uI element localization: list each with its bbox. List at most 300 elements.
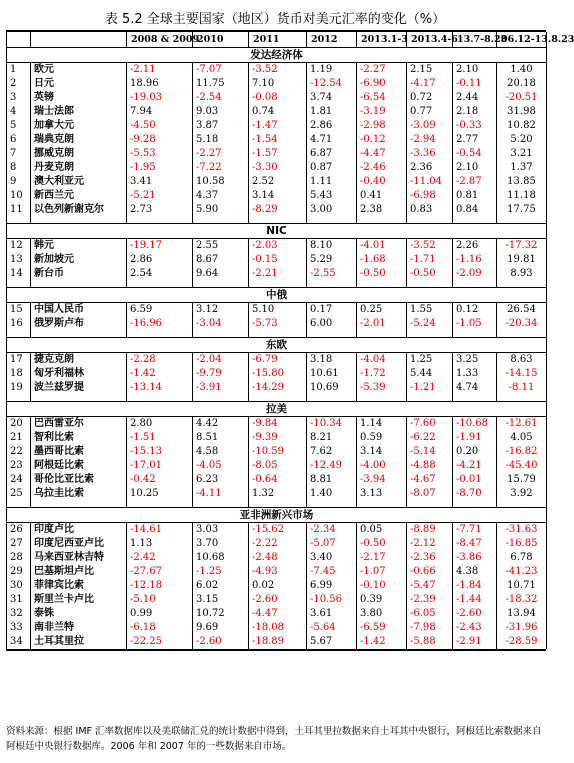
value-cell: -4.93 — [249, 565, 307, 579]
value-cell: 26.54 — [497, 303, 547, 318]
value-cell: -17.01 — [127, 459, 193, 473]
group-header-row — [7, 48, 547, 63]
value-cell: 1.11 — [307, 175, 357, 189]
value-cell: -2.54 — [193, 91, 249, 105]
value-cell: -1.05 — [453, 317, 497, 331]
row-index: 27 — [7, 537, 31, 551]
value-cell: 13.94 — [497, 607, 547, 621]
value-cell: 13.85 — [497, 175, 547, 189]
value-cell: -1.71 — [407, 253, 453, 267]
value-cell: -2.94 — [407, 133, 453, 147]
row-index: 29 — [7, 565, 31, 579]
currency-name: 中国人民币 — [31, 303, 127, 318]
value-cell: -3.30 — [249, 161, 307, 175]
value-cell: -18.08 — [249, 621, 307, 635]
value-cell: 9.64 — [193, 267, 249, 281]
value-cell: 3.00 — [307, 203, 357, 217]
row-index: 3 — [7, 91, 31, 105]
table-row — [7, 105, 547, 119]
table-title: 表 5.2 全球主要国家（地区）货币对美元汇率的变化（%） — [104, 12, 446, 27]
value-cell: -0.54 — [453, 147, 497, 161]
value-cell: 3.41 — [127, 175, 193, 189]
currency-name: 丹麦克朗 — [31, 161, 127, 175]
table-row — [7, 91, 547, 105]
value-cell: -2.28 — [127, 353, 193, 368]
value-cell: 3.13 — [357, 487, 407, 501]
currency-name: 匈牙利福林 — [31, 367, 127, 381]
value-cell: 4.58 — [193, 445, 249, 459]
value-cell: -15.62 — [249, 523, 307, 538]
value-cell: -6.05 — [407, 607, 453, 621]
value-cell: -3.52 — [249, 63, 307, 78]
row-index: 19 — [7, 381, 31, 395]
table-row — [7, 381, 547, 395]
value-cell: -15.13 — [127, 445, 193, 459]
header-row — [7, 32, 547, 48]
value-cell: 10.72 — [193, 607, 249, 621]
value-cell: 3.25 — [453, 353, 497, 368]
value-cell: -8.70 — [453, 487, 497, 501]
value-cell: 8.10 — [307, 239, 357, 254]
value-cell: 3.61 — [307, 607, 357, 621]
value-cell: -2.04 — [193, 353, 249, 368]
value-cell: -1.51 — [127, 431, 193, 445]
value-cell: 8.21 — [307, 431, 357, 445]
value-cell: 2.77 — [453, 133, 497, 147]
value-cell: -16.82 — [497, 445, 547, 459]
currency-name: 瑞士法郎 — [31, 105, 127, 119]
value-cell: -7.98 — [407, 621, 453, 635]
table-row — [7, 119, 547, 133]
value-cell: 0.72 — [407, 91, 453, 105]
currency-name: 南非兰特 — [31, 621, 127, 635]
value-cell: -9.39 — [249, 431, 307, 445]
group-header-row — [7, 288, 547, 303]
value-cell: -0.08 — [249, 91, 307, 105]
value-cell: 0.59 — [357, 431, 407, 445]
value-cell: 3.70 — [193, 537, 249, 551]
value-cell: -10.68 — [453, 417, 497, 432]
value-cell: -7.45 — [307, 565, 357, 579]
value-cell: -20.51 — [497, 91, 547, 105]
value-cell: -9.84 — [249, 417, 307, 432]
table-row — [7, 445, 547, 459]
row-index: 10 — [7, 189, 31, 203]
value-cell: -2.11 — [127, 63, 193, 78]
value-cell: -10.34 — [307, 417, 357, 432]
row-index: 16 — [7, 317, 31, 331]
value-cell: -0.12 — [357, 133, 407, 147]
value-cell: 4.37 — [193, 189, 249, 203]
value-cell: 1.40 — [307, 487, 357, 501]
table-row — [7, 161, 547, 175]
value-cell: 2.73 — [127, 203, 193, 217]
currency-name: 巴西雷亚尔 — [31, 417, 127, 432]
currency-name: 阿根廷比索 — [31, 459, 127, 473]
value-cell: 2.10 — [453, 63, 497, 78]
currency-name: 新加坡元 — [31, 253, 127, 267]
value-cell: 0.17 — [307, 303, 357, 318]
value-cell: 3.14 — [249, 189, 307, 203]
value-cell: 3.80 — [357, 607, 407, 621]
currency-name: 瑞典克朗 — [31, 133, 127, 147]
header-cell: 06.12-13.8.23 — [497, 32, 547, 48]
value-cell: -2.03 — [249, 239, 307, 254]
row-index: 15 — [7, 303, 31, 318]
value-cell: 3.87 — [193, 119, 249, 133]
value-cell: -16.96 — [127, 317, 193, 331]
value-cell: -2.60 — [249, 593, 307, 607]
currency-name: 澳大利亚元 — [31, 175, 127, 189]
exchange-rate-table — [6, 32, 574, 649]
row-index: 1 — [7, 63, 31, 78]
value-cell: -17.32 — [497, 239, 547, 254]
value-cell: 8.81 — [307, 473, 357, 487]
value-cell: -8.05 — [249, 459, 307, 473]
value-cell: -4.04 — [357, 353, 407, 368]
value-cell: -1.44 — [453, 593, 497, 607]
value-cell: 0.02 — [249, 579, 307, 593]
table-row — [7, 523, 547, 538]
value-cell: 0.81 — [453, 189, 497, 203]
row-index: 31 — [7, 593, 31, 607]
value-cell: -7.07 — [193, 63, 249, 78]
value-cell: -45.40 — [497, 459, 547, 473]
value-cell: 4.38 — [453, 565, 497, 579]
value-cell: -0.50 — [357, 537, 407, 551]
value-cell: 31.98 — [497, 105, 547, 119]
value-cell: -27.67 — [127, 565, 193, 579]
value-cell: -7.22 — [193, 161, 249, 175]
value-cell: 2.15 — [407, 63, 453, 78]
value-cell: -2.12 — [407, 537, 453, 551]
currency-name: 哥伦比亚比索 — [31, 473, 127, 487]
group-header-row — [7, 224, 547, 239]
table-row — [7, 537, 547, 551]
value-cell: -6.90 — [357, 77, 407, 91]
value-cell: -2.09 — [453, 267, 497, 281]
value-cell: 7.10 — [249, 77, 307, 91]
value-cell: -20.34 — [497, 317, 547, 331]
table-row — [7, 367, 547, 381]
group-title: 发达经济体 — [7, 48, 547, 63]
table-row — [7, 579, 547, 593]
value-cell: 0.87 — [307, 161, 357, 175]
currency-name: 印度卢比 — [31, 523, 127, 538]
row-index: 30 — [7, 579, 31, 593]
table-row — [7, 239, 547, 254]
currency-name: 乌拉圭比索 — [31, 487, 127, 501]
value-cell: 17.75 — [497, 203, 547, 217]
value-cell: -1.91 — [453, 431, 497, 445]
table-row — [7, 551, 547, 565]
value-cell: 1.33 — [453, 367, 497, 381]
row-index: 32 — [7, 607, 31, 621]
value-cell: 4.42 — [193, 417, 249, 432]
value-cell: -9.79 — [193, 367, 249, 381]
value-cell: -3.91 — [193, 381, 249, 395]
value-cell: -3.09 — [407, 119, 453, 133]
value-cell: -0.50 — [407, 267, 453, 281]
value-cell: -5.64 — [307, 621, 357, 635]
table-body — [7, 48, 547, 650]
value-cell: 1.25 — [407, 353, 453, 368]
header-cell — [31, 32, 127, 48]
value-cell: 0.99 — [127, 607, 193, 621]
value-cell: -6.22 — [407, 431, 453, 445]
value-cell: 7.94 — [127, 105, 193, 119]
value-cell: -7.71 — [453, 523, 497, 538]
value-cell: 5.10 — [249, 303, 307, 318]
row-index: 28 — [7, 551, 31, 565]
table-row — [7, 175, 547, 189]
value-cell: 6.99 — [307, 579, 357, 593]
value-cell: 5.18 — [193, 133, 249, 147]
value-cell: -10.56 — [307, 593, 357, 607]
value-cell: -1.07 — [357, 565, 407, 579]
currency-name: 以色列新谢克尔 — [31, 203, 127, 217]
table-row — [7, 487, 547, 501]
header-cell: 2011 — [249, 32, 307, 48]
value-cell: -1.42 — [127, 367, 193, 381]
value-cell: -14.15 — [497, 367, 547, 381]
value-cell: -7.60 — [407, 417, 453, 432]
value-cell: 3.40 — [307, 551, 357, 565]
table-row — [7, 267, 547, 281]
value-cell: 0.84 — [453, 203, 497, 217]
value-cell: 8.51 — [193, 431, 249, 445]
currency-name: 波兰兹罗提 — [31, 381, 127, 395]
value-cell: 7.62 — [307, 445, 357, 459]
value-cell: -5.07 — [307, 537, 357, 551]
value-cell: -4.67 — [407, 473, 453, 487]
value-cell: -2.87 — [453, 175, 497, 189]
table-row — [7, 635, 547, 649]
value-cell: 2.10 — [453, 161, 497, 175]
value-cell: -2.27 — [193, 147, 249, 161]
table-row — [7, 77, 547, 91]
currency-name: 墨西哥比索 — [31, 445, 127, 459]
row-index: 24 — [7, 473, 31, 487]
value-cell: 5.90 — [193, 203, 249, 217]
value-cell: 11.18 — [497, 189, 547, 203]
value-cell: -6.54 — [357, 91, 407, 105]
currency-name: 斯里兰卡卢比 — [31, 593, 127, 607]
row-index: 13 — [7, 253, 31, 267]
value-cell: -2.60 — [453, 607, 497, 621]
currency-name: 智利比索 — [31, 431, 127, 445]
value-cell: 1.81 — [307, 105, 357, 119]
header-cell: 2013.1-3 — [357, 32, 407, 48]
value-cell: 11.75 — [193, 77, 249, 91]
value-cell: 5.67 — [307, 635, 357, 649]
row-index: 8 — [7, 161, 31, 175]
table-row — [7, 147, 547, 161]
row-index: 18 — [7, 367, 31, 381]
value-cell: -2.91 — [453, 635, 497, 649]
value-cell: -22.25 — [127, 635, 193, 649]
table-row — [7, 203, 547, 217]
value-cell: -18.32 — [497, 593, 547, 607]
table-row — [7, 189, 547, 203]
value-cell: -4.47 — [357, 147, 407, 161]
value-cell: -8.47 — [453, 537, 497, 551]
value-cell: -0.01 — [453, 473, 497, 487]
row-index: 4 — [7, 105, 31, 119]
value-cell: -0.40 — [357, 175, 407, 189]
value-cell: 2.38 — [357, 203, 407, 217]
value-cell: 2.26 — [453, 239, 497, 254]
value-cell: 6.87 — [307, 147, 357, 161]
value-cell: -1.72 — [357, 367, 407, 381]
row-index: 17 — [7, 353, 31, 368]
value-cell: -0.66 — [407, 565, 453, 579]
value-cell: 0.41 — [357, 189, 407, 203]
table-row — [7, 593, 547, 607]
value-cell: 10.61 — [307, 367, 357, 381]
value-cell: -8.29 — [249, 203, 307, 217]
value-cell: 20.18 — [497, 77, 547, 91]
value-cell: 3.92 — [497, 487, 547, 501]
value-cell: -6.98 — [407, 189, 453, 203]
group-title: 亚非洲新兴市场 — [7, 508, 547, 523]
value-cell: -6.79 — [249, 353, 307, 368]
row-index: 20 — [7, 417, 31, 432]
header-cell: 2010 — [193, 32, 249, 48]
currency-name: 欧元 — [31, 63, 127, 78]
value-cell: -14.29 — [249, 381, 307, 395]
value-cell: 3.03 — [193, 523, 249, 538]
currency-name: 挪威克朗 — [31, 147, 127, 161]
value-cell: -4.05 — [193, 459, 249, 473]
value-cell: -3.86 — [453, 551, 497, 565]
value-cell: 5.29 — [307, 253, 357, 267]
value-cell: -8.07 — [407, 487, 453, 501]
value-cell: 2.36 — [407, 161, 453, 175]
value-cell: -5.47 — [407, 579, 453, 593]
value-cell: 1.55 — [407, 303, 453, 318]
value-cell: 10.69 — [307, 381, 357, 395]
value-cell: -5.14 — [407, 445, 453, 459]
group-header-row — [7, 338, 547, 353]
row-index: 21 — [7, 431, 31, 445]
value-cell: -2.27 — [357, 63, 407, 78]
value-cell: -13.14 — [127, 381, 193, 395]
value-cell: -10.59 — [249, 445, 307, 459]
row-index: 22 — [7, 445, 31, 459]
value-cell: 1.32 — [249, 487, 307, 501]
value-cell: -0.33 — [453, 119, 497, 133]
value-cell: 0.12 — [453, 303, 497, 318]
value-cell: 0.74 — [249, 105, 307, 119]
value-cell: -1.54 — [249, 133, 307, 147]
currency-name: 印度尼西亚卢比 — [31, 537, 127, 551]
value-cell: 0.83 — [407, 203, 453, 217]
table-row — [7, 565, 547, 579]
table-row — [7, 431, 547, 445]
table-row — [7, 63, 547, 78]
value-cell: -9.28 — [127, 133, 193, 147]
currency-name: 俄罗斯卢布 — [31, 317, 127, 331]
value-cell: -2.55 — [307, 267, 357, 281]
header-cell — [7, 32, 31, 48]
value-cell: -0.15 — [249, 253, 307, 267]
value-cell: 4.74 — [453, 381, 497, 395]
value-cell: -19.03 — [127, 91, 193, 105]
group-header-row — [7, 508, 547, 523]
currency-name: 巴基斯坦卢比 — [31, 565, 127, 579]
value-cell: -19.17 — [127, 239, 193, 254]
value-cell: 10.25 — [127, 487, 193, 501]
value-cell: -1.42 — [357, 635, 407, 649]
value-cell: -3.94 — [357, 473, 407, 487]
group-header-row — [7, 402, 547, 417]
value-cell: -4.01 — [357, 239, 407, 254]
currency-name: 马来西亚林吉特 — [31, 551, 127, 565]
table-row — [7, 353, 547, 368]
value-cell: 3.15 — [193, 593, 249, 607]
value-cell: 1.37 — [497, 161, 547, 175]
value-cell: -2.17 — [357, 551, 407, 565]
value-cell: -6.18 — [127, 621, 193, 635]
value-cell: -0.64 — [249, 473, 307, 487]
value-cell: -1.47 — [249, 119, 307, 133]
table-row — [7, 607, 547, 621]
value-cell: 15.79 — [497, 473, 547, 487]
value-cell: -5.21 — [127, 189, 193, 203]
value-cell: 0.05 — [357, 523, 407, 538]
value-cell: -4.11 — [193, 487, 249, 501]
source-footnote: 资料来源：根据 IMF 汇率数据库以及美联储汇兑的统计数据中得到，土耳其里拉数据来自土耳其中央银行，阿根廷比索数据来自阿根廷中央银行数据库。2006 年和 2007 年的一些数据来自市场。 — [6, 726, 542, 752]
row-index: 7 — [7, 147, 31, 161]
value-cell: -31.63 — [497, 523, 547, 538]
value-cell: -5.10 — [127, 593, 193, 607]
value-cell: 18.96 — [127, 77, 193, 91]
value-cell: -2.21 — [249, 267, 307, 281]
value-cell: -2.39 — [407, 593, 453, 607]
value-cell: 6.00 — [307, 317, 357, 331]
value-cell: -2.01 — [357, 317, 407, 331]
table-row — [7, 317, 547, 331]
value-cell: -0.42 — [127, 473, 193, 487]
value-cell: -1.16 — [453, 253, 497, 267]
value-cell: 6.59 — [127, 303, 193, 318]
value-cell: -5.24 — [407, 317, 453, 331]
value-cell: 2.52 — [249, 175, 307, 189]
value-cell: 4.71 — [307, 133, 357, 147]
value-cell: 2.54 — [127, 267, 193, 281]
row-index: 2 — [7, 77, 31, 91]
currency-name: 新台币 — [31, 267, 127, 281]
value-cell: 0.39 — [357, 593, 407, 607]
value-cell: -1.95 — [127, 161, 193, 175]
value-cell: -1.57 — [249, 147, 307, 161]
value-cell: 8.93 — [497, 267, 547, 281]
value-cell: 3.18 — [307, 353, 357, 368]
value-cell: 10.82 — [497, 119, 547, 133]
value-cell: -1.68 — [357, 253, 407, 267]
value-cell: -12.54 — [307, 77, 357, 91]
value-cell: 5.43 — [307, 189, 357, 203]
value-cell: 1.14 — [357, 417, 407, 432]
table-row — [7, 303, 547, 318]
value-cell: -2.42 — [127, 551, 193, 565]
header-cell: 2012 — [307, 32, 357, 48]
value-cell: 5.44 — [407, 367, 453, 381]
value-cell: -0.50 — [357, 267, 407, 281]
row-index: 14 — [7, 267, 31, 281]
value-cell: -5.53 — [127, 147, 193, 161]
